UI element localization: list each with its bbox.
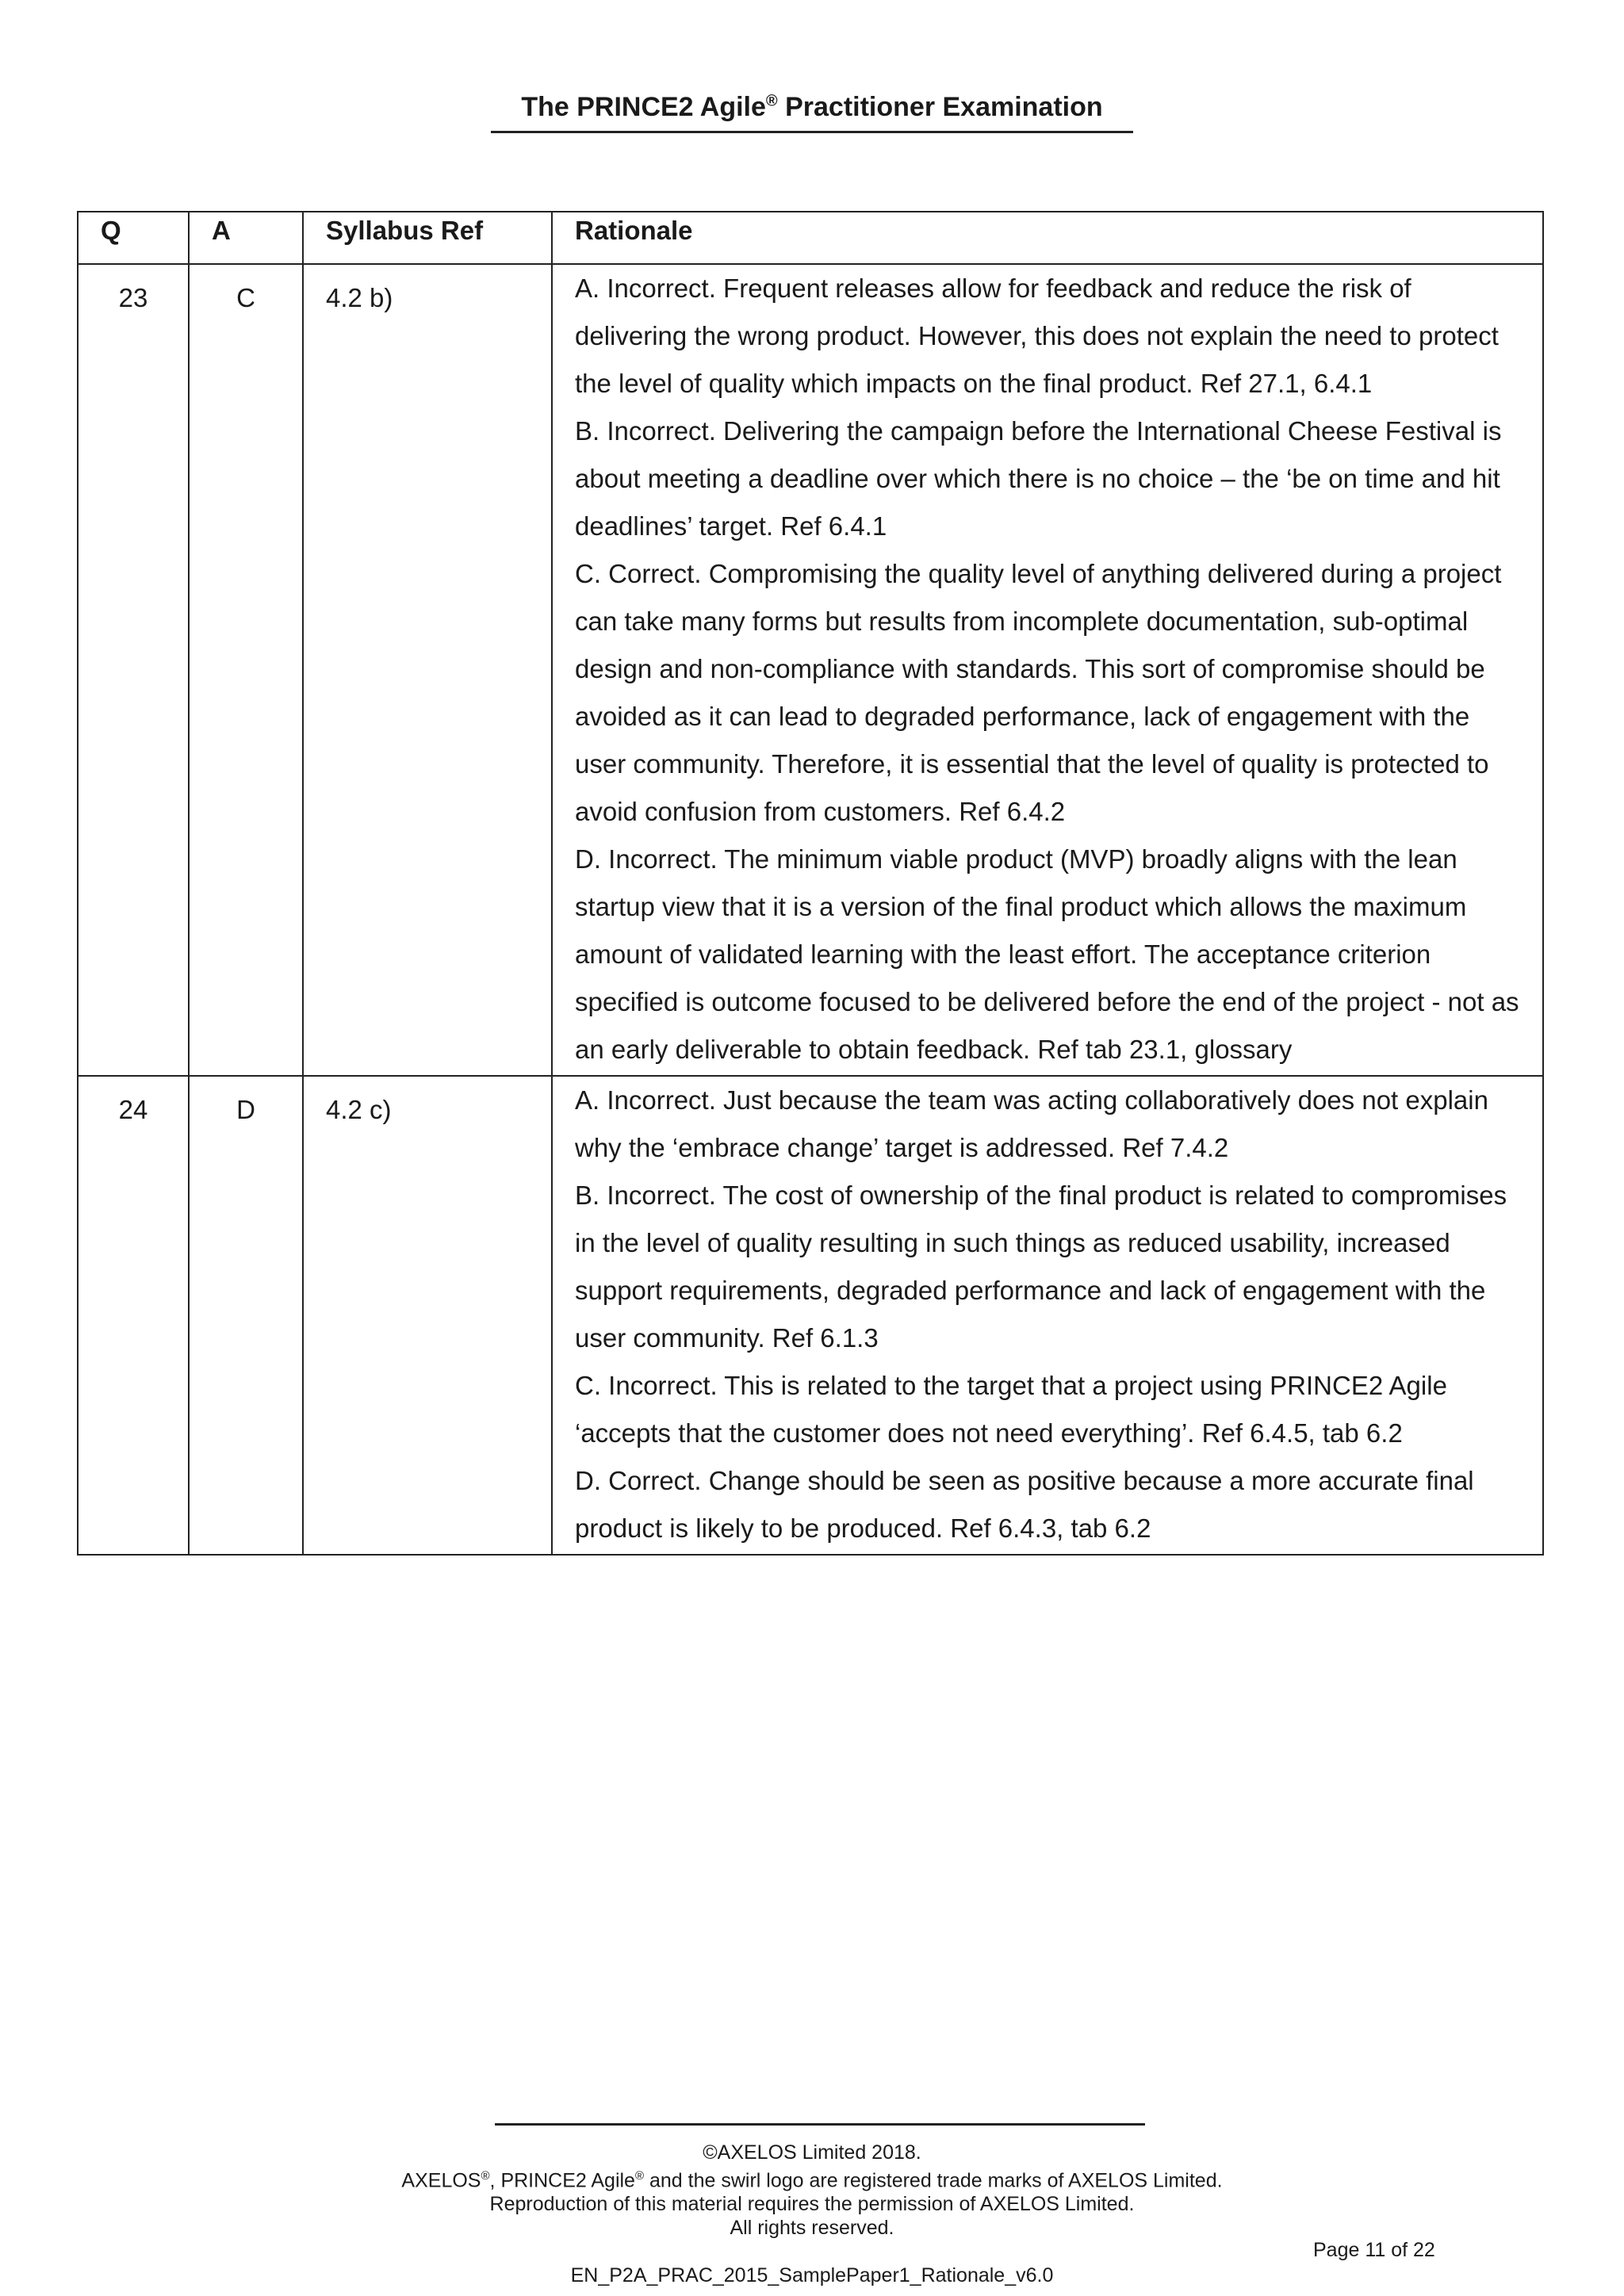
rationale-option-c: C. Correct. Compromising the quality level of anything delivered during a project can take many forms but results from incomplete documentation, sub-optimal design and non-compliance with standards. This sort of compromise should be avoided as it can lead to degraded performance, lack of engagement with the user community. Therefore, it is essential that the level of quality is protected to avoid confusion from customers. Ref 6.4.2 (575, 559, 1502, 826)
copyright-line: ©AXELOS Limited 2018. (703, 2141, 921, 2164)
document-filename: EN_P2A_PRAC_2015_SamplePaper1_Rationale_v6.0 (570, 2264, 1054, 2286)
column-header-syllabus-ref: Syllabus Ref (303, 212, 552, 264)
column-header-a: A (189, 212, 303, 264)
document-title: The PRINCE2 Agile® Practitioner Examination (491, 92, 1132, 133)
rationale-option-b: B. Incorrect. Delivering the campaign before the International Cheese Festival is about meeting a deadline over which there is no choice – the ‘be on time and hit deadlines’ target. Ref 6.4.1 (575, 416, 1502, 541)
table-row (78, 1076, 1543, 1555)
answer-letter: C (189, 264, 303, 1076)
footer-divider (495, 2123, 1145, 2126)
rationale-table (77, 211, 1544, 1556)
rationale-option-b: B. Incorrect. The cost of ownership of the final product is related to compromises in the level of quality resulting in such things as reduced usability, increased support requirements, degraded performance and lack of engagement with the user community. Ref 6.1.3 (575, 1181, 1507, 1353)
question-number: 23 (78, 264, 189, 1076)
page-header (0, 92, 1624, 133)
page-number: Page 11 of 22 (1313, 2239, 1435, 2261)
table-header-row (78, 212, 1543, 264)
table-row (78, 264, 1543, 1076)
reproduction-line: Reproduction of this material requires the permission of AXELOS Limited. (489, 2193, 1135, 2216)
answer-letter: D (189, 1076, 303, 1555)
trademark-line: AXELOS®, PRINCE2 Agile® and the swirl logo are registered trade marks of AXELOS Limited. (401, 2169, 1223, 2192)
question-number: 24 (78, 1076, 189, 1555)
page-footer (0, 2141, 1624, 2240)
rationale-option-a: A. Incorrect. Frequent releases allow for feedback and reduce the risk of delivering the wrong product. However, this does not explain the need to protect the level of quality which impacts on the final product. Ref 27.1, 6.4.1 (575, 274, 1499, 398)
rationale-option-a: A. Incorrect. Just because the team was acting collaboratively does not explain why the ‘embrace change’ target is addressed. Ref 7.4.2 (575, 1085, 1488, 1162)
rationale-cell (552, 1076, 1543, 1555)
rationale-option-d: D. Correct. Change should be seen as positive because a more accurate final product is likely to be produced. Ref 6.4.3, tab 6.2 (575, 1466, 1474, 1543)
rationale-option-d: D. Incorrect. The minimum viable product (MVP) broadly aligns with the lean startup view that it is a version of the final product which allows the maximum amount of validated learning with the least effort. The acceptance criterion specified is outcome focused to be delivered before the end of the project - not as an early deliverable to obtain feedback. Ref tab 23.1, glossary (575, 844, 1519, 1064)
rationale-option-c: C. Incorrect. This is related to the target that a project using PRINCE2 Agile ‘accepts that the customer does not need everything’. Ref 6.4.5, tab 6.2 (575, 1371, 1447, 1448)
syllabus-ref: 4.2 b) (303, 264, 552, 1076)
syllabus-ref: 4.2 c) (303, 1076, 552, 1555)
rationale-cell (552, 264, 1543, 1076)
column-header-rationale: Rationale (552, 212, 1543, 264)
column-header-q: Q (78, 212, 189, 264)
rights-line: All rights reserved. (730, 2217, 894, 2240)
